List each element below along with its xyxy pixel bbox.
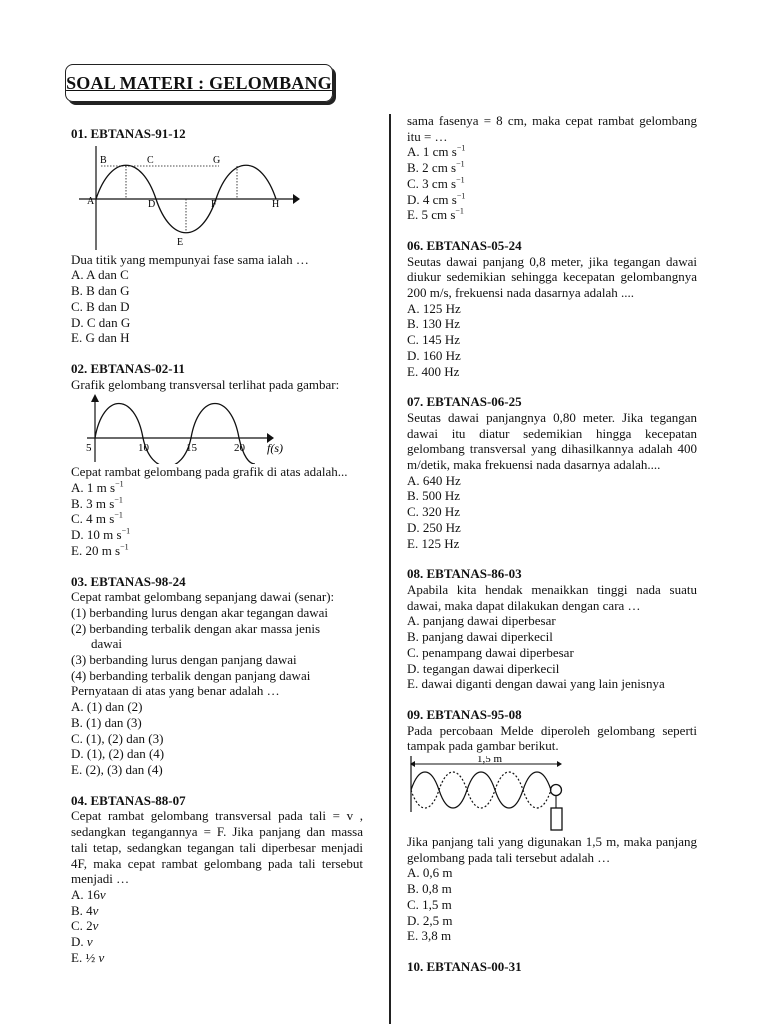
q3-option-d[interactable]: D. (1), (2) dan (4) bbox=[71, 746, 165, 762]
q3-item-2-cont: dawai bbox=[91, 636, 123, 652]
q3-item-2: (2) berbanding terbalik dengan akar massa jenis bbox=[71, 620, 321, 636]
q4-heading: 04. EBTANAS-88-07 bbox=[71, 792, 186, 808]
q7-option-c[interactable]: C. 320 Hz bbox=[407, 504, 461, 520]
q3-option-c[interactable]: C. (1), (2) dan (3) bbox=[71, 730, 164, 746]
q1-option-a[interactable]: A. A dan C bbox=[71, 267, 129, 283]
q3-item-3: (3) berbanding lurus dengan panjang dawai bbox=[71, 652, 297, 668]
column-divider bbox=[389, 114, 391, 1024]
q3-option-b[interactable]: B. (1) dan (3) bbox=[71, 714, 142, 730]
q1-heading: 01. EBTANAS-91-12 bbox=[71, 126, 186, 141]
q6-option-a[interactable]: A. 125 Hz bbox=[407, 300, 461, 316]
q1-label-a: A bbox=[87, 195, 95, 207]
q9-option-c[interactable]: C. 1,5 m bbox=[407, 896, 452, 912]
q9-option-d[interactable]: D. 2,5 m bbox=[407, 912, 453, 928]
page-title: SOAL MATERI : GELOMBANG bbox=[66, 72, 332, 93]
q3-heading: 03. EBTANAS-98-24 bbox=[71, 573, 186, 589]
q5-option-a[interactable]: A. 1 cm $s^{-1}$ bbox=[407, 144, 466, 160]
q7-option-e[interactable]: E. 125 Hz bbox=[407, 535, 460, 551]
q8-option-e[interactable]: E. dawai diganti dengan dawai yang lain jenisnya bbox=[407, 676, 665, 692]
q1-label-f: F bbox=[211, 198, 217, 210]
q8-option-d[interactable]: D. tegangan dawai diperkecil bbox=[407, 660, 560, 676]
q1-option-b[interactable]: B. B dan G bbox=[71, 283, 130, 299]
q2-tick-20: 20 bbox=[234, 442, 245, 455]
left-column bbox=[71, 126, 363, 965]
q1-wave-figure bbox=[71, 144, 301, 252]
q2-tick-5: 5 bbox=[86, 442, 92, 455]
q2-option-a[interactable]: A. 1 m $s^{-1}$ bbox=[71, 479, 124, 496]
q2-option-d[interactable]: D. 10 m $s^{-1}$ bbox=[71, 526, 131, 543]
q8-option-a[interactable]: A. panjang dawai diperbesar bbox=[407, 613, 556, 629]
q10-heading: 10. EBTANAS-00-31 bbox=[407, 958, 522, 974]
q1-label-e: E bbox=[177, 236, 184, 248]
q4-option-e[interactable]: E. ½ v bbox=[71, 949, 105, 965]
q6-option-b[interactable]: B. 130 Hz bbox=[407, 316, 461, 332]
q6-heading: 06. EBTANAS-05-24 bbox=[407, 237, 522, 253]
q7-option-d[interactable]: D. 250 Hz bbox=[407, 519, 461, 535]
q6-option-c[interactable]: C. 145 Hz bbox=[407, 332, 461, 348]
q2-option-e[interactable]: E. 20 m $s^{-1}$ bbox=[71, 542, 129, 558]
q7-option-a[interactable]: A. 640 Hz bbox=[407, 472, 461, 488]
q8-option-b[interactable]: B. panjang dawai diperkecil bbox=[407, 629, 553, 645]
q2-text: Grafik gelombang transversal terlihat pada gambar: bbox=[71, 376, 340, 392]
q1-label-h: H bbox=[272, 198, 280, 210]
q4-option-b[interactable]: B. 4v bbox=[71, 902, 99, 918]
q6-option-d[interactable]: D. 160 Hz bbox=[407, 347, 461, 363]
q1-label-d: D bbox=[148, 198, 156, 210]
q3-item-1: (1) berbanding lurus dengan akar tegangan dawai bbox=[71, 604, 329, 620]
q9-length-label: 1,5 m bbox=[477, 756, 503, 766]
q3-text2: Pernyataan di atas yang benar adalah … bbox=[71, 683, 280, 699]
q5-option-e[interactable]: E. 5 cm $s^{-1}$ bbox=[407, 206, 464, 223]
page-title-box bbox=[65, 64, 333, 102]
q5-text-cont: sama fasenya = 8 cm, maka cepat rambat gelombang itu = … bbox=[407, 113, 697, 144]
q8-text: Apabila kita hendak menaikkan tinggi nada suatu dawai, maka dapat dilakukan dengan cara … bbox=[407, 581, 697, 613]
q2-axis-label: f(s) bbox=[267, 441, 283, 456]
q9-option-a[interactable]: A. 0,6 m bbox=[407, 865, 453, 881]
q2-option-c[interactable]: C. 4 m $s^{-1}$ bbox=[71, 511, 123, 527]
q1-option-e[interactable]: E. G dan H bbox=[71, 330, 130, 346]
q7-heading: 07. EBTANAS-06-25 bbox=[407, 394, 522, 410]
q6-option-e[interactable]: E. 400 Hz bbox=[407, 363, 460, 379]
q5-option-b[interactable]: B. 2 cm $s^{-1}$ bbox=[407, 159, 465, 176]
q2-tick-15: 15 bbox=[186, 442, 197, 455]
q1-text: Dua titik yang mempunyai fase sama ialah … bbox=[71, 251, 309, 267]
q2-heading: 02. EBTANAS-02-11 bbox=[71, 360, 185, 376]
q4-option-d[interactable]: D. v bbox=[71, 934, 93, 950]
q2-text2: Cepat rambat gelombang pada grafik di atas adalah... bbox=[71, 464, 348, 480]
q7-text: Seutas dawai panjangnya 0,80 meter. Jika tegangan dawai itu diatur sedemikian hingga kecepatan gelombang transversal yang dihasilkannya adalah 400 m/detik, maka frekuensi nada dasarnya adalah.... bbox=[407, 409, 697, 473]
q1-option-d[interactable]: D. C dan G bbox=[71, 314, 131, 330]
q2-tick-10: 10 bbox=[138, 442, 149, 455]
q9-option-b[interactable]: B. 0,8 m bbox=[407, 881, 452, 897]
q9-text: Pada percobaan Melde diperoleh gelombang seperti tampak pada gambar berikut. bbox=[407, 722, 697, 754]
q1-label-c: C bbox=[147, 154, 154, 166]
right-column bbox=[407, 113, 697, 975]
q3-option-e[interactable]: E. (2), (3) dan (4) bbox=[71, 761, 163, 777]
q2-option-b[interactable]: B. 3 m $s^{-1}$ bbox=[71, 495, 123, 511]
q8-heading: 08. EBTANAS-86-03 bbox=[407, 566, 522, 582]
q3-text: Cepat rambat gelombang sepanjang dawai (senar): bbox=[71, 589, 335, 605]
q7-option-b[interactable]: B. 500 Hz bbox=[407, 488, 461, 504]
q1-option-c[interactable]: C. B dan D bbox=[71, 298, 130, 314]
q2-wave-figure bbox=[71, 394, 301, 464]
q9-option-e[interactable]: E. 3,8 m bbox=[407, 928, 452, 944]
q6-text: Seutas dawai panjang 0,8 meter, jika tegangan dawai diukur sedemikian sehingga kecepatan gelombangnya 200 m/s, frekuensi nada dasarnya adalah .... bbox=[407, 253, 697, 301]
q4-option-c[interactable]: C. 2v bbox=[71, 918, 99, 934]
q9-text2: Jika panjang tali yang digunakan 1,5 m, maka panjang gelombang pada tali tersebut adalah … bbox=[407, 834, 697, 865]
q9-melde-figure bbox=[407, 756, 577, 834]
q5-option-c[interactable]: C. 3 cm $s^{-1}$ bbox=[407, 175, 465, 191]
q3-item-4: (4) berbanding terbalik dengan panjang dawai bbox=[71, 667, 311, 683]
q1-label-g: G bbox=[213, 154, 221, 166]
q1-label-b: B bbox=[100, 154, 107, 166]
q8-option-c[interactable]: C. penampang dawai diperbesar bbox=[407, 644, 574, 660]
q5-option-d[interactable]: D. 4 cm $s^{-1}$ bbox=[407, 191, 466, 207]
q9-heading: 09. EBTANAS-95-08 bbox=[407, 706, 522, 722]
q4-option-a[interactable]: A. 16v bbox=[71, 886, 106, 902]
q4-text: Cepat rambat gelombang transversal pada tali = v , sedangkan tegangannya = F. Jika panjang dan massa tali tetap, sedangkan tegangan tali diperbesar menjadi 4F, maka cepat rambat gelombang pada tali tersebut menjadi … bbox=[71, 808, 363, 887]
q3-option-a[interactable]: A. (1) dan (2) bbox=[71, 699, 143, 715]
